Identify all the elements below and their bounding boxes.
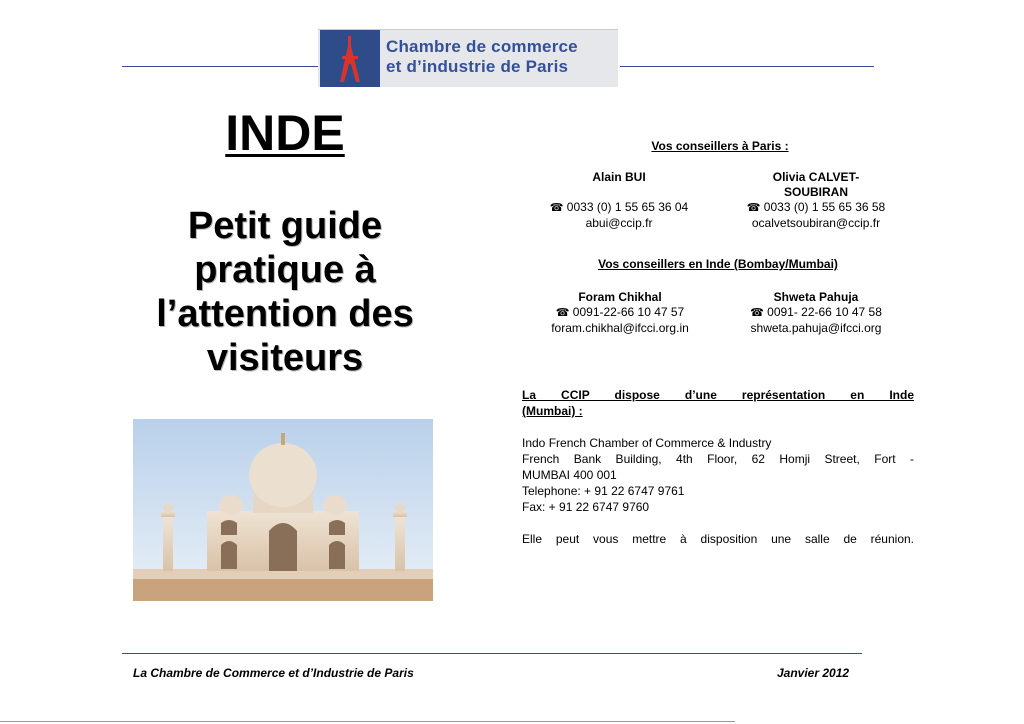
ccip-title-line-1: La CCIP dispose d’une représentation en Inde [522,388,914,402]
contact-name: Foram Chikhal [578,290,662,304]
phone-number: 0091-22-66 10 47 57 [572,305,685,319]
page-title [150,103,420,163]
subtitle-line-4: visiteurs [206,337,364,379]
contact-card-shweta-pahuja [718,290,914,336]
paris-advisors-heading: Vos conseillers à Paris : [651,139,789,153]
phone-number: 0033 (0) 1 55 65 36 58 [763,200,886,214]
subtitle-line-1: Petit guide [187,205,383,247]
footer-date: Janvier 2012 [777,666,850,680]
ccip-telephone: Telephone: + 91 22 6747 9761 [522,484,685,498]
contact-card-olivia-calvet-soubiran [718,170,914,231]
contact-phone [718,200,914,216]
contact-name-line-2: SOUBIRAN [783,185,848,199]
title-text: INDE [225,105,345,161]
phone-number: 0091- 22-66 10 47 58 [767,305,882,319]
subtitle-line-2: pratique à [194,249,376,291]
phone-icon: ☎ [750,307,764,319]
subtitle-line-3: l’attention des [156,293,414,335]
header-rule-left [122,66,318,67]
contact-name-line-1: Olivia CALVET- [772,170,860,184]
eiffel-emblem-icon [320,30,380,87]
page-bottom-rule [0,721,735,722]
contact-email[interactable]: abui@ccip.fr [585,216,653,230]
contact-name: Shweta Pahuja [773,290,859,304]
contact-email[interactable]: ocalvetsoubiran@ccip.fr [751,216,881,230]
ccip-title-line-2: (Mumbai) : [522,404,583,418]
logo-text [386,37,578,77]
ccip-address-line-2: MUMBAI 400 001 [522,468,617,482]
logo-line-2: et d’industrie de Paris [386,57,569,76]
ccip-address-line-1: French Bank Building, 4th Floor, 62 Homji Street, Fort - [522,452,914,466]
india-advisors-heading: Vos conseillers en Inde (Bombay/Mumbai) [598,257,838,271]
phone-icon: ☎ [746,202,761,214]
ccip-note: Elle peut vous mettre à disposition une salle de réunion. [522,532,914,546]
ccip-logo [318,29,618,87]
phone-number: 0033 (0) 1 55 65 36 04 [566,200,689,214]
ccip-representation [522,387,914,547]
contact-phone [718,305,914,321]
contact-card-foram-chikhal [522,290,718,336]
phone-icon: ☎ [549,202,564,214]
subtitle [100,204,470,380]
footer-organization: La Chambre de Commerce et d’Industrie de Paris [133,666,414,680]
phone-icon: ☎ [555,307,570,319]
ccip-org: Indo French Chamber of Commerce & Industry [522,436,772,450]
header-rule-right [620,66,874,67]
contact-name: Alain BUI [592,170,646,184]
contact-email[interactable]: shweta.pahuja@ifcci.org [750,321,882,335]
contact-phone [522,200,716,216]
ccip-fax: Fax: + 91 22 6747 9760 [522,500,650,514]
contact-email[interactable]: foram.chikhal@ifcci.org.in [551,321,689,335]
footer-rule [122,653,862,654]
taj-mahal-photo [133,419,433,601]
contact-card-alain-bui [522,170,716,231]
logo-line-1: Chambre de commerce [386,37,578,56]
contact-phone [522,305,718,321]
